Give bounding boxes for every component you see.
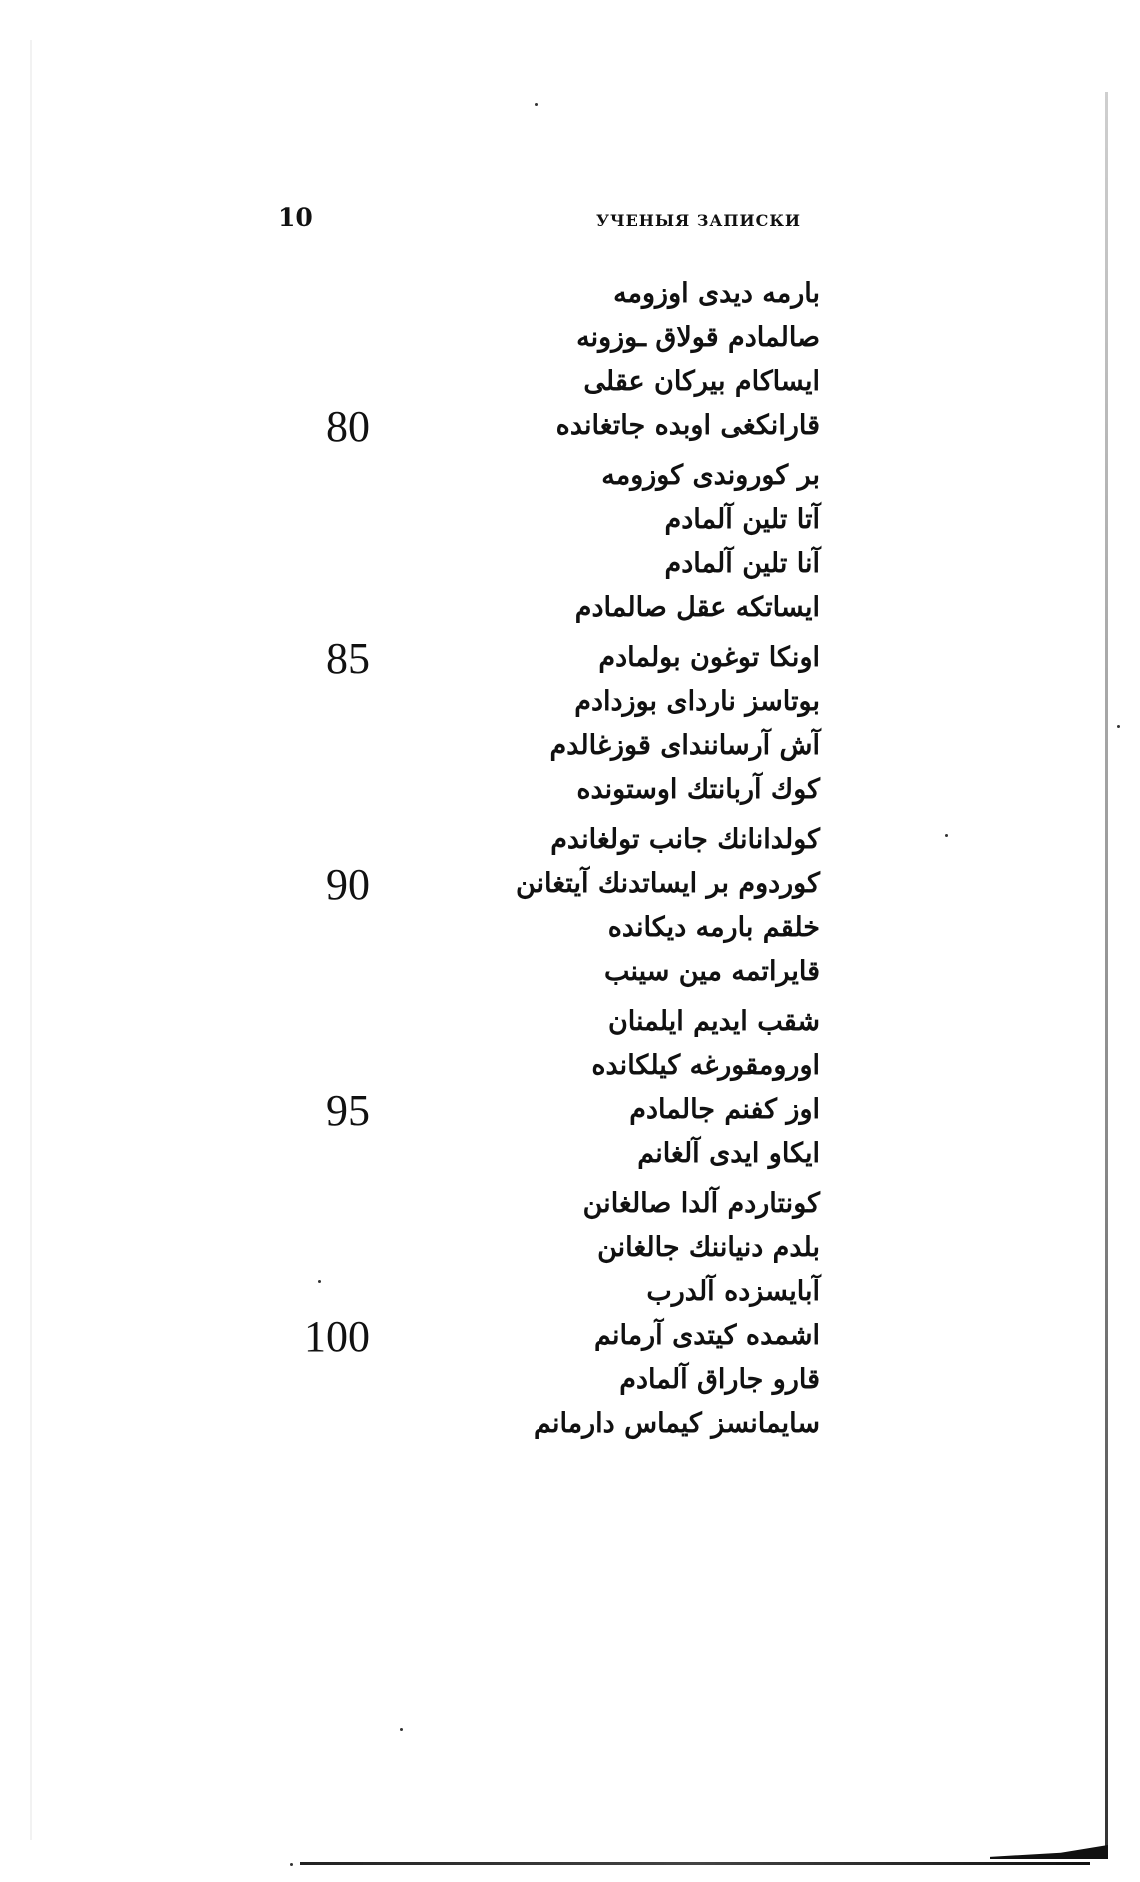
- verse-line: [300, 1226, 820, 1270]
- verse-line: [300, 316, 820, 360]
- verse-text: صالمادم قولاق ـوزونه: [576, 322, 820, 353]
- verse-line: [300, 1044, 820, 1088]
- verse-text: آبایسزده آلدرب: [646, 1276, 820, 1307]
- verse-line: [300, 586, 820, 630]
- verse-text: قایراتمه مین سینب: [603, 956, 820, 987]
- verse-line: [300, 1402, 820, 1446]
- verse-line: [300, 818, 820, 862]
- page-right-edge: [1105, 92, 1108, 1852]
- verse-line: [300, 724, 820, 768]
- verse-line: [300, 860, 820, 909]
- stanza: [300, 636, 820, 812]
- verse-text: آش آرسانندای قوزغالدم: [549, 730, 820, 761]
- scan-speck: [400, 1728, 403, 1731]
- bottom-page-edge: [300, 1862, 1090, 1865]
- line-number: 90: [326, 860, 370, 909]
- verse-text: کوردوم بر ایساتدنك آیتغانن: [515, 868, 820, 899]
- verse-text: آنا تلین آلمادم: [664, 548, 820, 579]
- stanza: [300, 818, 820, 994]
- verse-text: قارو جاراق آلمادم: [619, 1364, 820, 1395]
- verse-line: [300, 768, 820, 812]
- scan-speck: [290, 1863, 293, 1866]
- verse-line: [300, 1086, 820, 1135]
- verse-line: [300, 950, 820, 994]
- verse-text: سایمانسز کیماس دارمانم: [533, 1408, 820, 1439]
- verse-line: [300, 542, 820, 586]
- bottom-page-edge-thick: [990, 1845, 1108, 1859]
- verse-text: اشمده کیتدی آرمانم: [593, 1320, 820, 1351]
- verse-text: آتا تلین آلمادم: [664, 504, 820, 535]
- verse-line: [300, 906, 820, 950]
- verse-line: [300, 498, 820, 542]
- verse-line: [300, 272, 820, 316]
- verse-text: اونکا توغون بولمادم: [598, 642, 820, 673]
- verse-text: کولدانانك جانب تولغاندم: [550, 824, 820, 855]
- verse-text: ایکاو ایدی آلغانم: [637, 1138, 820, 1169]
- verse-text: اوز کفنم جالمادم: [629, 1094, 820, 1125]
- line-number: 85: [326, 634, 370, 683]
- verse-text: شقب ایدیم ایلمنان: [607, 1006, 820, 1037]
- verse-line: [300, 402, 820, 451]
- line-number: 100: [304, 1312, 370, 1361]
- verse-text: کونتاردم آلدا صالغانن: [582, 1188, 820, 1219]
- verse-text: ایساکام بیرکان عقلی: [583, 366, 820, 397]
- page-left-shadow: [30, 40, 32, 1840]
- verse-line: [300, 634, 820, 683]
- verse-text: خلقم بارمه دیکانده: [607, 912, 820, 943]
- verse-line: [300, 1132, 820, 1176]
- verse-text: اورومقورغه کیلکانده: [591, 1050, 820, 1081]
- line-number: 80: [326, 402, 370, 451]
- stanza: [300, 1000, 820, 1176]
- verse-line: [300, 454, 820, 498]
- running-header-title: УЧЕНЫЯ ЗАПИСКИ: [596, 211, 802, 230]
- verse-line: [300, 1000, 820, 1044]
- verse-line: [300, 1358, 820, 1402]
- stanza: [300, 272, 820, 451]
- stanza: [300, 454, 820, 630]
- scan-speck: [535, 103, 538, 106]
- verse-text: قارانکغی اوبده جاتغانده: [555, 410, 820, 441]
- line-number: 95: [326, 1086, 370, 1135]
- verse-text: بلدم دنیاننك جالغانن: [597, 1232, 820, 1263]
- verse-line: [300, 360, 820, 404]
- verse-text: بر کوروندی کوزومه: [601, 460, 820, 491]
- stanza: [300, 1182, 820, 1446]
- verse-line: [300, 1270, 820, 1314]
- poem-body: [300, 272, 820, 1452]
- scan-speck: [1117, 725, 1120, 728]
- verse-text: بارمه دیدی اوزومه: [613, 278, 820, 309]
- scan-speck: [945, 834, 948, 837]
- verse-text: ایساتکه عقل صالمادم: [574, 592, 820, 623]
- verse-text: کوك آربانتك اوستونده: [576, 774, 820, 805]
- verse-line: [300, 1312, 820, 1361]
- verse-line: [300, 680, 820, 724]
- page-number: 10: [278, 203, 313, 232]
- verse-text: بوتاسز ناردای بوزدادم: [574, 686, 820, 717]
- verse-line: [300, 1182, 820, 1226]
